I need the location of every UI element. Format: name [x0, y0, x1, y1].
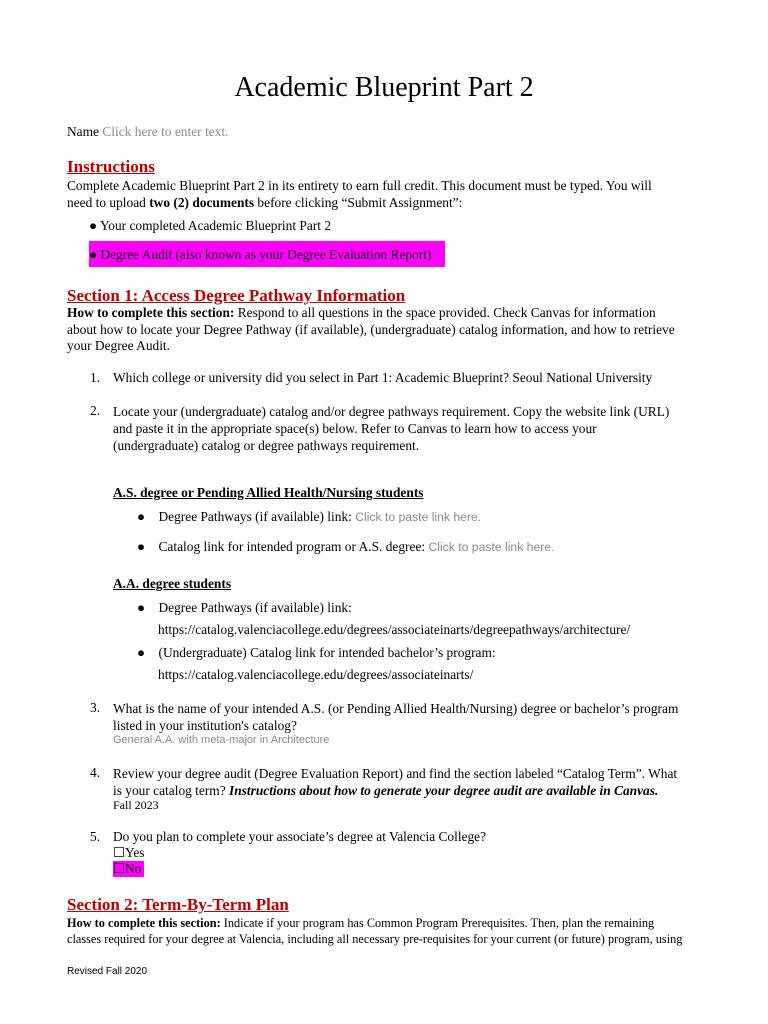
q4-emphasis: Instructions about how to generate your degree audit are available in Canvas.: [229, 783, 659, 798]
section2-how: [67, 915, 717, 947]
q3-line: listed in your institution's catalog?: [113, 718, 297, 733]
aa-catalog-link[interactable]: https://catalog.valenciacollege.edu/degrees/associateinarts/: [158, 667, 474, 682]
q1-number: 1.: [90, 370, 101, 385]
section1-how-line: your Degree Audit.: [67, 338, 171, 353]
bullet-icon: ●: [137, 600, 146, 615]
section1-heading: Section 1: Access Degree Pathway Information: [67, 286, 406, 305]
section1-how: [67, 305, 707, 355]
bullet-icon: ●: [137, 509, 146, 524]
aa-item-1-label: Degree Pathways (if available) link:: [158, 600, 352, 615]
as-degree-heading: A.S. degree or Pending Allied Health/Nursing students: [113, 485, 424, 500]
instructions-text: [67, 178, 707, 211]
instructions-heading: Instructions: [67, 157, 155, 176]
q2-line: Locate your (undergraduate) catalog and/or degree pathways requirement. Copy the website link (URL): [113, 404, 670, 419]
aa-item-1: [137, 600, 352, 616]
instructions-bold: two (2) documents: [149, 194, 255, 210]
aa-item-2-label: (Undergraduate) Catalog link for intended bachelor’s program:: [158, 645, 496, 660]
q4-line: Review your degree audit (Degree Evaluation Report) and find the section labeled “Catalog Term”. What: [113, 766, 678, 781]
aa-degree-heading: A.A. degree students: [113, 576, 232, 591]
q3-number: 3.: [90, 700, 101, 715]
how-text: Respond to all questions in the space provided. Check Canvas for information: [234, 305, 656, 320]
instructions-text-part: need to upload: [67, 194, 150, 210]
how-label: How to complete this section:: [67, 916, 221, 930]
footer-revised: Revised Fall 2020: [67, 966, 148, 977]
section1-how-line: about how to locate your Degree Pathway (if available), (undergraduate) catalog information, and how to retrieve: [67, 321, 675, 337]
instructions-text-part: before clicking “Submit Assignment”:: [254, 194, 463, 210]
aa-pathways-link[interactable]: https://catalog.valenciacollege.edu/degrees/associateinarts/degreepathways/architecture/: [158, 622, 631, 637]
q5-number: 5.: [90, 829, 101, 844]
q3-text: [113, 700, 723, 734]
q2-line: and paste it in the appropriate space(s) below. Refer to Canvas to learn how to access your: [113, 421, 597, 436]
q4-line: [113, 782, 723, 799]
name-row: [67, 124, 228, 140]
q2-number: 2.: [90, 403, 101, 418]
section2-how-line: classes required for your degree at Valencia, including all necessary pre-requisites for your current (or future) program, using: [67, 932, 683, 946]
q4-answer[interactable]: Fall 2023: [113, 798, 159, 812]
aa-item-2: [137, 645, 496, 661]
q2-text: [113, 403, 723, 454]
section2-how-line: [67, 915, 717, 931]
q1-text: Which college or university did you select in Part 1: Academic Blueprint? Seoul National University: [113, 370, 653, 385]
page-title: Academic Blueprint Part 2: [234, 72, 534, 103]
as-item-2: [137, 539, 554, 555]
q5-option-yes[interactable]: ☐Yes: [113, 845, 145, 860]
bullet-icon: ●: [137, 539, 146, 554]
instructions-line: Complete Academic Blueprint Part 2 in its entirety to earn full credit. This document must be typed. You will: [67, 178, 652, 193]
as-item-1-label: Degree Pathways (if available) link:: [158, 509, 356, 524]
q5-option-no[interactable]: ☐No: [113, 861, 144, 877]
as-catalog-link-input[interactable]: Click to paste link here.: [428, 540, 555, 554]
how-text: Indicate if your program has Common Program Prerequisites. Then, plan the remaining: [220, 916, 655, 930]
as-item-1: [137, 509, 481, 525]
section1-how-line: [67, 305, 707, 322]
name-input[interactable]: Click here to enter text.: [102, 124, 229, 139]
q3-line: What is the name of your intended A.S. (or Pending Allied Health/Nursing) degree or bachelor’s program: [113, 701, 679, 716]
as-pathways-link-input[interactable]: Click to paste link here.: [355, 510, 482, 524]
instructions-bullet: ● Your completed Academic Blueprint Part 2: [89, 218, 332, 233]
name-label: Name: [67, 124, 99, 139]
q3-answer[interactable]: General A.A. with meta-major in Architecture: [113, 734, 330, 746]
q5-text: Do you plan to complete your associate’s degree at Valencia College?: [113, 829, 487, 844]
instructions-bullet-highlighted: ● Degree Audit (also known as your Degree Evaluation Report): [89, 241, 445, 267]
q2-line: (undergraduate) catalog or degree pathways requirement.: [113, 438, 420, 453]
how-label: How to complete this section:: [67, 305, 235, 320]
instructions-line: [67, 195, 707, 212]
section2-heading: Section 2: Term-By-Term Plan: [67, 895, 289, 914]
bullet-icon: ●: [137, 645, 146, 660]
as-item-2-label: Catalog link for intended program or A.S. degree:: [158, 539, 429, 554]
q4-text-part: is your catalog term?: [113, 783, 230, 798]
q4-number: 4.: [90, 765, 101, 780]
q4-text: [113, 765, 723, 799]
